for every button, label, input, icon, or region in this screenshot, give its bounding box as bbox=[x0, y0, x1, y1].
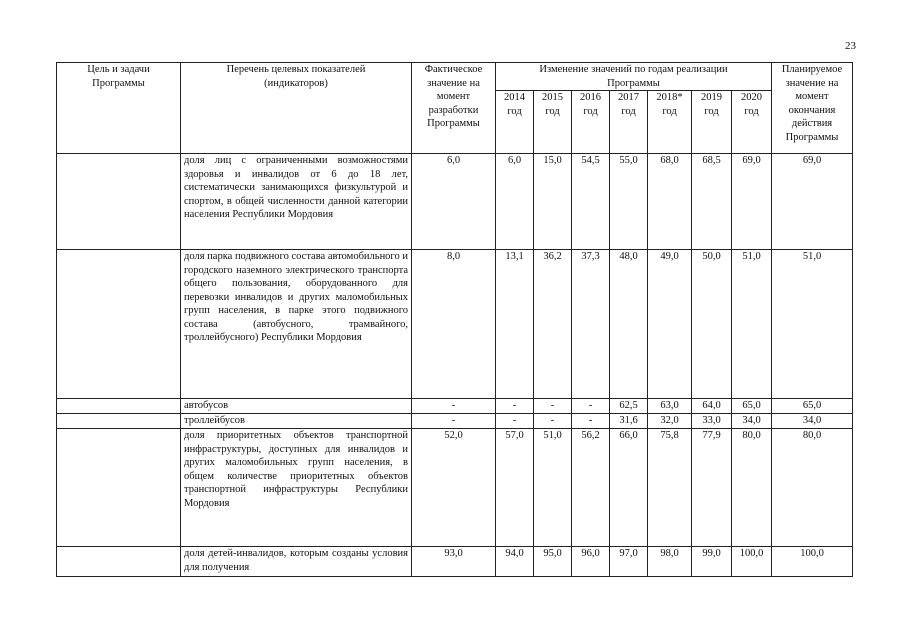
table-row bbox=[57, 154, 853, 250]
actual-header-line: Программы bbox=[427, 118, 480, 129]
year-value-cell: 33,0 bbox=[692, 414, 732, 429]
actual-header-line: момент bbox=[436, 91, 471, 102]
year-value-cell: 55,0 bbox=[610, 154, 648, 250]
page-number: 23 bbox=[845, 40, 856, 52]
planned-value-cell: 34,0 bbox=[772, 414, 853, 429]
year-value-cell: - bbox=[496, 414, 534, 429]
indicator-cell: доля детей-инвалидов, которым созданы условия для получения bbox=[181, 547, 412, 577]
actual-header-line: разработки bbox=[428, 104, 479, 116]
year-value-cell: 68,0 bbox=[648, 154, 692, 250]
year-header bbox=[648, 91, 692, 154]
actual-header-line: значение на bbox=[427, 77, 480, 89]
year-header bbox=[572, 91, 610, 154]
goal-cell bbox=[57, 414, 181, 429]
table-row bbox=[57, 399, 853, 414]
year-label: 2018* bbox=[656, 92, 683, 103]
year-value-cell: 66,0 bbox=[610, 429, 648, 547]
planned-value-cell: 69,0 bbox=[772, 154, 853, 250]
goal-cell bbox=[57, 429, 181, 547]
actual-value-cell: - bbox=[412, 414, 496, 429]
year-label: 2019 bbox=[701, 92, 722, 103]
planned-value-cell: 80,0 bbox=[772, 429, 853, 547]
year-label: 2017 bbox=[618, 92, 639, 103]
indicators-header-line: Перечень целевых показателей bbox=[226, 64, 366, 75]
planned-header-line: значение на bbox=[785, 77, 839, 89]
year-value-cell: 56,2 bbox=[572, 429, 610, 547]
planned-value-cell: 51,0 bbox=[772, 250, 853, 399]
year-value-cell: 99,0 bbox=[692, 547, 732, 577]
year-value-cell: 68,5 bbox=[692, 154, 732, 250]
goal-cell bbox=[57, 547, 181, 577]
indicator-cell: доля лиц с ограниченными возможностями здоровья и инвалидов от 6 до 18 лет, систематически занимающихся физкультурой и спортом, в общей численности данной категории населения Республики Мордовия bbox=[181, 154, 412, 250]
planned-value-cell: 65,0 bbox=[772, 399, 853, 414]
year-value-cell: 6,0 bbox=[496, 154, 534, 250]
goal-header-line: Программы bbox=[92, 77, 145, 89]
year-value-cell: 37,3 bbox=[572, 250, 610, 399]
year-label: 2015 bbox=[542, 92, 563, 103]
goal-cell bbox=[57, 250, 181, 399]
planned-header-line: Программы bbox=[785, 131, 839, 143]
year-value-cell: 63,0 bbox=[648, 399, 692, 414]
table-body bbox=[57, 63, 853, 577]
year-value-cell: 49,0 bbox=[648, 250, 692, 399]
year-header bbox=[534, 91, 572, 154]
year-value-cell: 69,0 bbox=[732, 154, 772, 250]
planned-header-line: Планируемое bbox=[781, 64, 843, 75]
year-value-cell: 51,0 bbox=[534, 429, 572, 547]
table-row bbox=[57, 429, 853, 547]
planned-value-cell: 100,0 bbox=[772, 547, 853, 577]
year-value-cell: 75,8 bbox=[648, 429, 692, 547]
year-unit: год bbox=[583, 105, 598, 117]
year-value-cell: 62,5 bbox=[610, 399, 648, 414]
indicator-cell: доля парка подвижного состава автомобильного и городского наземного электрического транспорта общего пользования, оборудованного для перевозки инвалидов и других маломобильных групп населения, в парке этого подвижного состава (автобусного, трамвайного, троллейбусного) Республики Мордовия bbox=[181, 250, 412, 399]
year-label: 2020 bbox=[741, 92, 762, 103]
year-value-cell: 51,0 bbox=[732, 250, 772, 399]
year-value-cell: 54,5 bbox=[572, 154, 610, 250]
indicators-header-line: (индикаторов) bbox=[264, 77, 328, 89]
change-header-line: Изменение значений по годам реализации bbox=[539, 64, 728, 75]
year-value-cell: - bbox=[534, 399, 572, 414]
actual-value-cell: 52,0 bbox=[412, 429, 496, 547]
actual-header-line: Фактическое bbox=[424, 64, 483, 75]
goal-cell bbox=[57, 154, 181, 250]
year-value-cell: 48,0 bbox=[610, 250, 648, 399]
actual-value-cell: 8,0 bbox=[412, 250, 496, 399]
actual-value-cell: 93,0 bbox=[412, 547, 496, 577]
year-value-cell: 100,0 bbox=[732, 547, 772, 577]
year-value-cell: 65,0 bbox=[732, 399, 772, 414]
year-unit: год bbox=[744, 105, 759, 117]
actual-header bbox=[412, 63, 496, 154]
year-value-cell: 96,0 bbox=[572, 547, 610, 577]
year-header bbox=[610, 91, 648, 154]
year-unit: год bbox=[662, 105, 677, 117]
planned-header bbox=[772, 63, 853, 154]
year-header bbox=[732, 91, 772, 154]
indicators-table bbox=[56, 62, 853, 577]
year-value-cell: - bbox=[572, 399, 610, 414]
year-value-cell: 13,1 bbox=[496, 250, 534, 399]
table-row bbox=[57, 414, 853, 429]
year-value-cell: 95,0 bbox=[534, 547, 572, 577]
year-label: 2016 bbox=[580, 92, 601, 103]
table-row bbox=[57, 250, 853, 399]
year-value-cell: 31,6 bbox=[610, 414, 648, 429]
year-value-cell: 50,0 bbox=[692, 250, 732, 399]
year-value-cell: 94,0 bbox=[496, 547, 534, 577]
table-row bbox=[57, 547, 853, 577]
year-value-cell: - bbox=[572, 414, 610, 429]
year-value-cell: 64,0 bbox=[692, 399, 732, 414]
planned-header-line: действия bbox=[791, 118, 833, 129]
year-value-cell: - bbox=[496, 399, 534, 414]
year-value-cell: 97,0 bbox=[610, 547, 648, 577]
year-value-cell: 77,9 bbox=[692, 429, 732, 547]
change-header-line: Программы bbox=[607, 77, 660, 89]
goal-cell bbox=[57, 399, 181, 414]
header-row-1 bbox=[57, 63, 853, 91]
indicator-cell: автобусов bbox=[181, 399, 412, 414]
indicators-header bbox=[181, 63, 412, 154]
planned-header-line: момент bbox=[795, 91, 829, 102]
goal-header bbox=[57, 63, 181, 154]
year-value-cell: 32,0 bbox=[648, 414, 692, 429]
year-unit: год bbox=[507, 105, 522, 117]
actual-value-cell: 6,0 bbox=[412, 154, 496, 250]
year-value-cell: - bbox=[534, 414, 572, 429]
year-value-cell: 57,0 bbox=[496, 429, 534, 547]
year-header bbox=[496, 91, 534, 154]
indicator-cell: доля приоритетных объектов транспортной инфраструктуры, доступных для инвалидов и других маломобильных групп населения, в общем количестве приоритетных объектов транспортной инфраструктуры Республики Мордовия bbox=[181, 429, 412, 547]
year-value-cell: 98,0 bbox=[648, 547, 692, 577]
year-unit: год bbox=[621, 105, 636, 117]
actual-value-cell: - bbox=[412, 399, 496, 414]
year-value-cell: 15,0 bbox=[534, 154, 572, 250]
year-value-cell: 34,0 bbox=[732, 414, 772, 429]
goal-header-line: Цель и задачи bbox=[87, 64, 150, 75]
year-label: 2014 bbox=[504, 92, 525, 103]
year-unit: год bbox=[545, 105, 560, 117]
year-unit: год bbox=[704, 105, 719, 117]
change-header bbox=[496, 63, 772, 91]
year-header bbox=[692, 91, 732, 154]
year-value-cell: 80,0 bbox=[732, 429, 772, 547]
year-value-cell: 36,2 bbox=[534, 250, 572, 399]
planned-header-line: окончания bbox=[788, 104, 836, 116]
indicator-cell: троллейбусов bbox=[181, 414, 412, 429]
